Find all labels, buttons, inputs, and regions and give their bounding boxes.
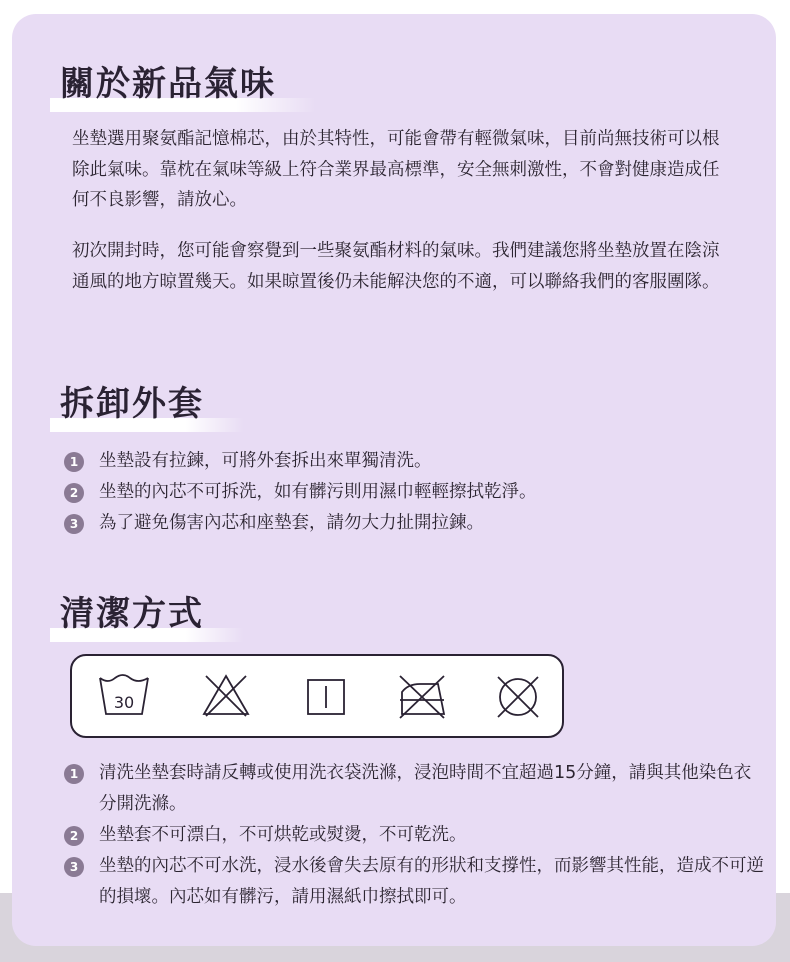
list-item-text: 坐墊的內芯不可水洗，浸水後會失去原有的形狀和支撐性，而影響其性能，造成不可逆的損壞。內芯如有髒污，請用濕紙巾擦拭即可。 [99, 856, 764, 907]
wash-temp-label: 30 [113, 693, 135, 712]
list-item [64, 446, 764, 477]
number-badge: 1 [64, 764, 84, 784]
care-symbols-box [70, 654, 564, 738]
wash-30-icon [96, 670, 152, 722]
odor-paragraph-1: 坐墊選用聚氨酯記憶棉芯，由於其特性，可能會帶有輕微氣味，目前尚無技術可以根除此氣味。靠枕在氣味等級上符合業界最高標準，安全無刺激性，不會對健康造成任何不良影響，請放心。 [72, 129, 720, 210]
cover-list [64, 446, 764, 539]
odor-paragraph-2: 初次開封時，您可能會察覺到一些聚氨酯材料的氣味。我們建議您將坐墊放置在陰涼通風的地方晾置幾天。如果晾置後仍未能解決您的不適，可以聯絡我們的客服團隊。 [72, 241, 720, 292]
list-item-text: 為了避免傷害內芯和座墊套，請勿大力扯開拉鍊。 [99, 513, 484, 533]
list-item [64, 820, 764, 851]
list-item-text: 坐墊套不可漂白，不可烘乾或熨燙，不可乾洗。 [99, 825, 467, 845]
number-badge: 3 [64, 514, 84, 534]
number-badge: 1 [64, 452, 84, 472]
list-item [64, 477, 764, 508]
no-iron-icon [394, 670, 450, 722]
cleaning-list [64, 758, 764, 913]
cover-section-title: 拆卸外套 [50, 382, 244, 432]
odor-section-title: 關於新品氣味 [50, 62, 316, 112]
list-item-text: 坐墊設有拉鍊，可將外套拆出來單獨清洗。 [99, 451, 432, 471]
list-item-text: 清洗坐墊套時請反轉或使用洗衣袋洗滌，浸泡時間不宜超過15分鐘，請與其他染色衣分開洗滌。 [99, 763, 752, 814]
list-item [64, 758, 764, 820]
list-item [64, 851, 764, 913]
no-bleach-icon [198, 670, 254, 722]
number-badge: 2 [64, 483, 84, 503]
list-item [64, 508, 764, 539]
list-item-text: 坐墊的內芯不可拆洗，如有髒污則用濕巾輕輕擦拭乾淨。 [99, 482, 537, 502]
no-dry-clean-icon [490, 670, 546, 722]
cleaning-section-title: 清潔方式 [50, 592, 244, 642]
tumble-dry-icon [298, 670, 354, 722]
number-badge: 3 [64, 857, 84, 877]
number-badge: 2 [64, 826, 84, 846]
